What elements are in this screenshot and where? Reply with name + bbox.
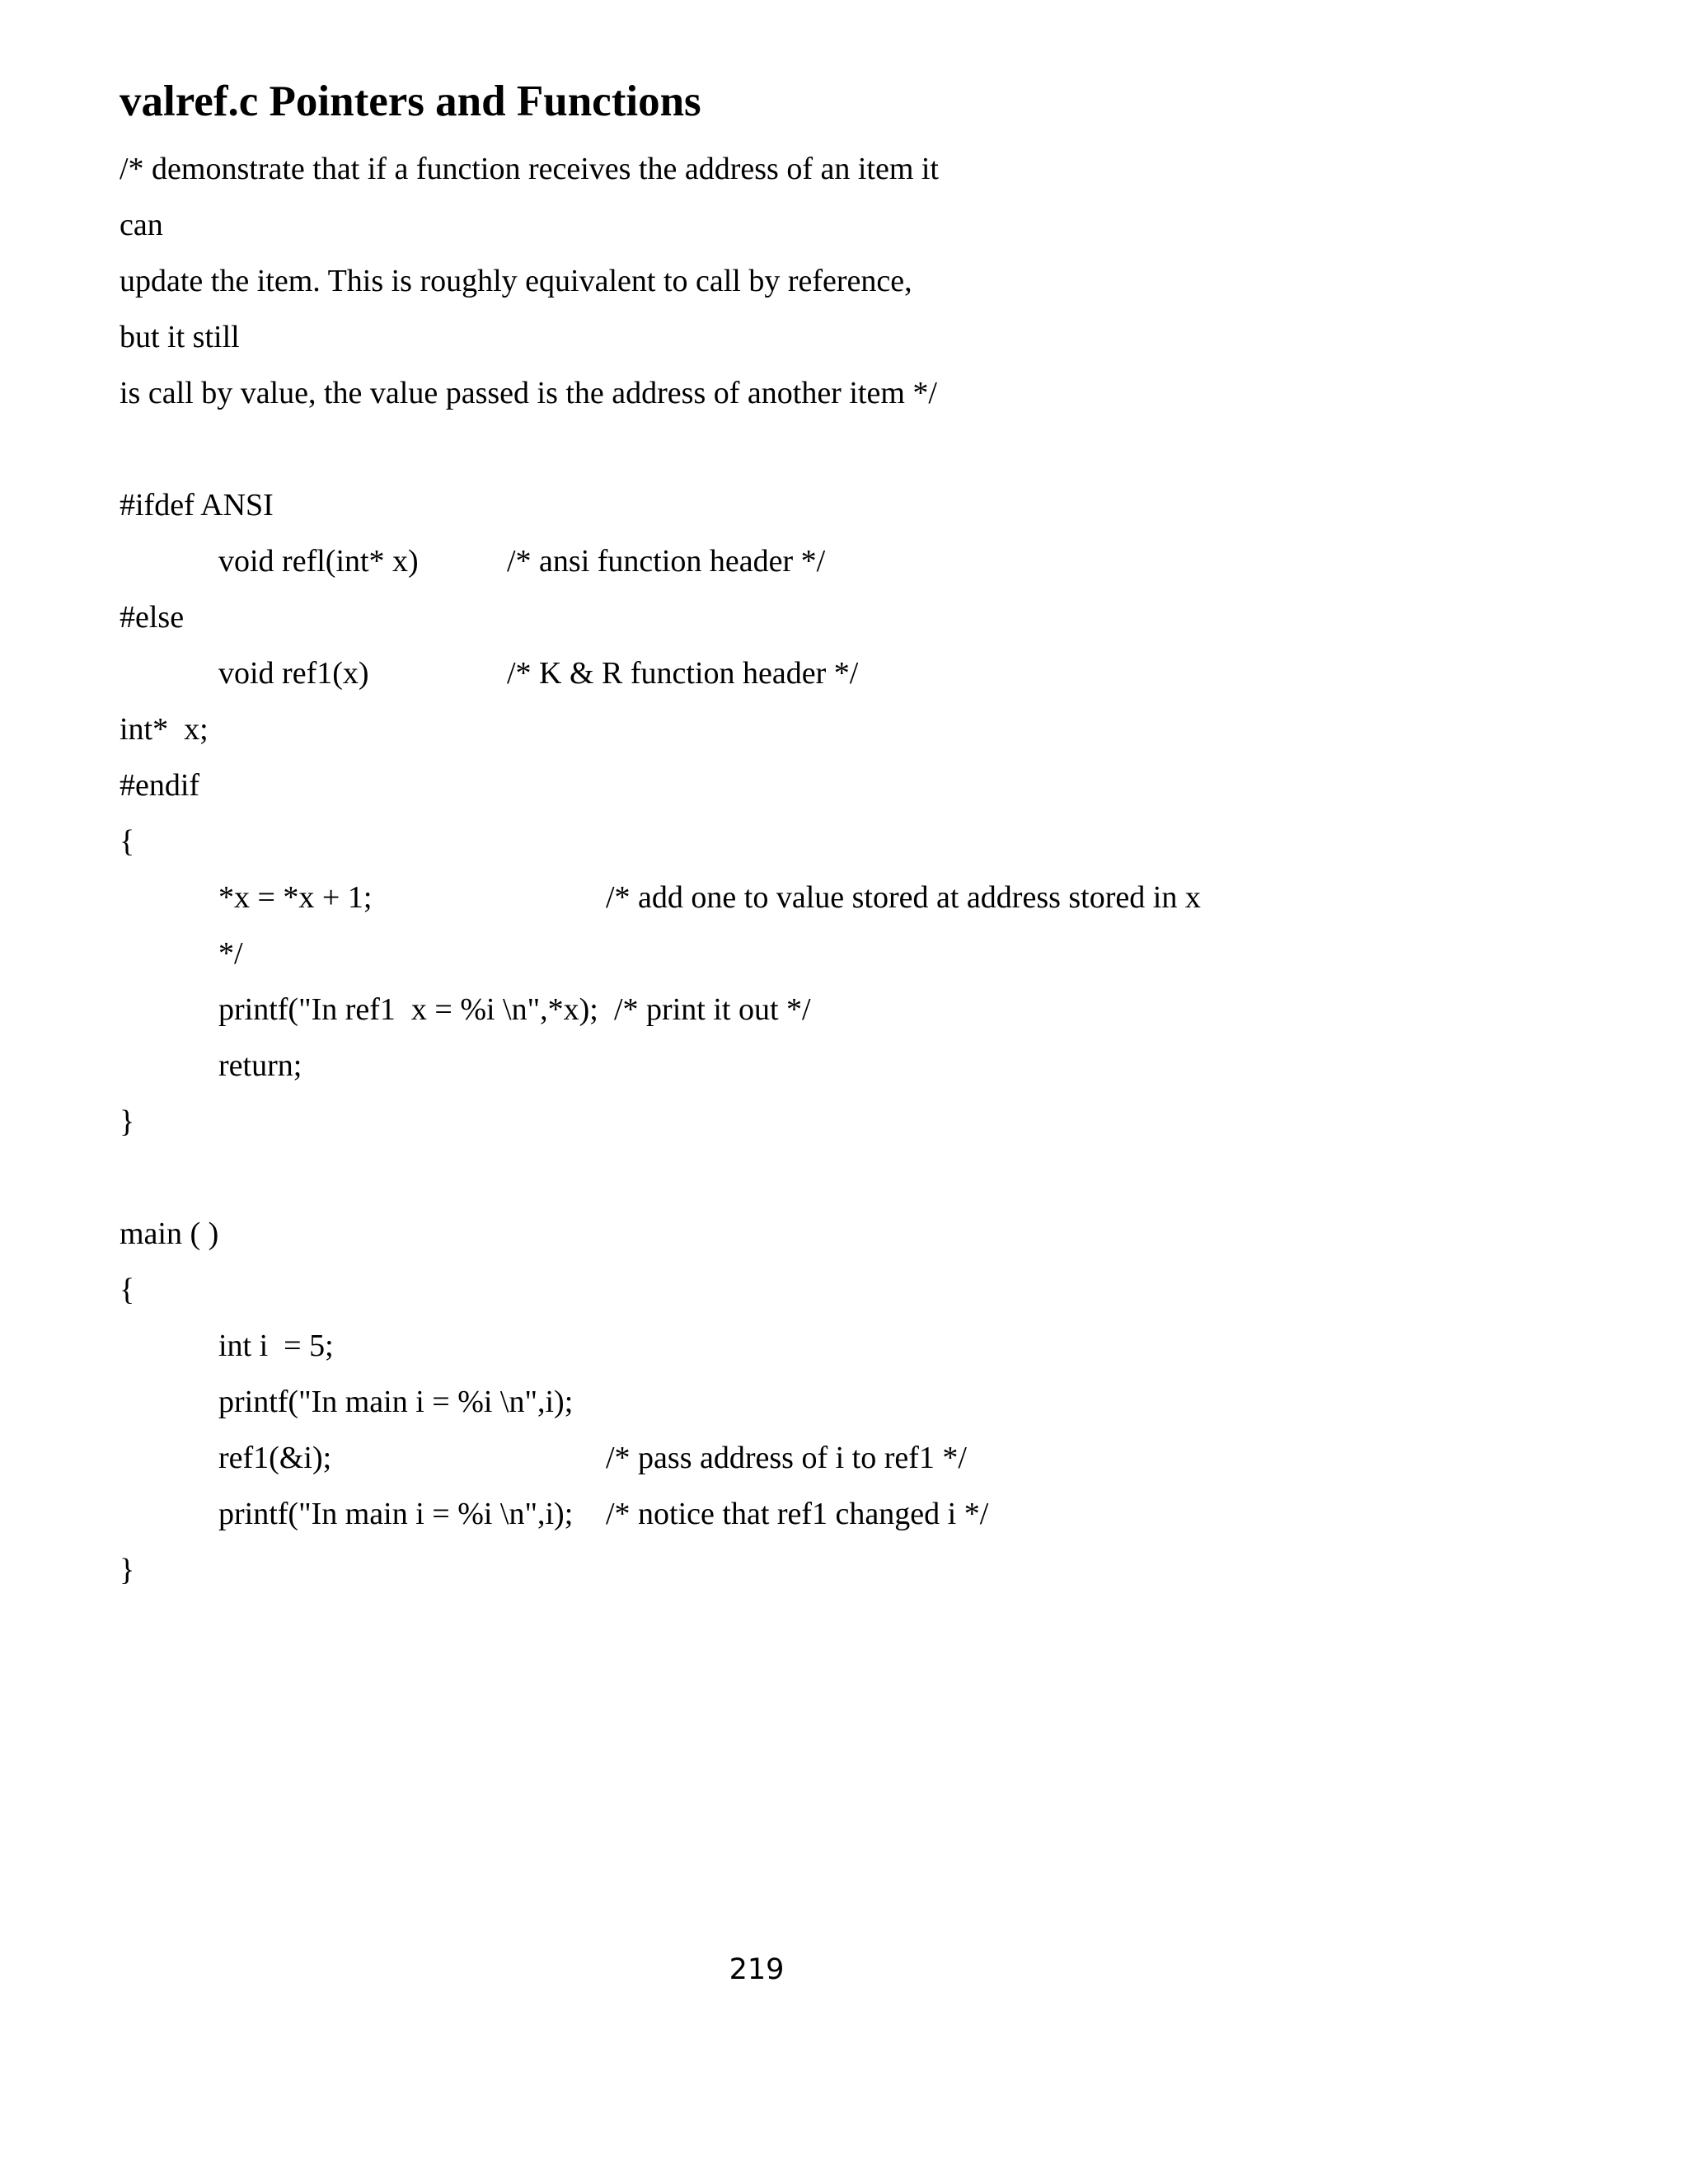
else-directive: #else [120, 600, 185, 635]
return-statement: return; [218, 1048, 302, 1083]
ansi-function-header: void refl(int* x) [218, 544, 419, 579]
ref1-close-brace: } [120, 1104, 135, 1139]
int-declaration: int i = 5; [218, 1329, 334, 1363]
kr-header-comment: /* K & R function header */ [507, 656, 859, 691]
ansi-header-comment: /* ansi function header */ [507, 544, 826, 579]
increment-comment-end: */ [218, 936, 243, 971]
increment-statement: *x = *x + 1; [218, 880, 373, 915]
main-open-brace: { [120, 1272, 135, 1307]
ifdef-directive: #ifdef ANSI [120, 488, 274, 523]
intro-comment-line-4: but it still [120, 320, 240, 354]
call-ref1-comment: /* pass address of i to ref1 */ [606, 1441, 967, 1475]
main-printf-comment-2: /* notice that ref1 changed i */ [606, 1497, 989, 1531]
call-ref1-statement: ref1(&i); [218, 1441, 332, 1475]
increment-comment: /* add one to value stored at address stored in x [606, 880, 1201, 915]
main-close-brace: } [120, 1553, 135, 1587]
endif-directive: #endif [120, 768, 200, 803]
page-number: 219 [729, 1953, 785, 1986]
main-printf-statement-1: printf("In main i = %i \n",i); [218, 1385, 574, 1419]
intro-comment-line-2: can [120, 208, 163, 242]
ref1-open-brace: { [120, 824, 135, 859]
intro-comment-line-3: update the item. This is roughly equivalent to call by reference, [120, 264, 912, 298]
ref1-printf-statement: printf("In ref1 x = %i \n",*x); [218, 992, 598, 1027]
parameter-declaration: int* x; [120, 712, 209, 747]
ref1-printf-comment: /* print it out */ [614, 992, 811, 1027]
main-printf-statement-2: printf("In main i = %i \n",i); [218, 1497, 574, 1531]
intro-comment-line-5: is call by value, the value passed is the address of another item */ [120, 376, 937, 410]
intro-comment-line-1: /* demonstrate that if a function receives the address of an item it [120, 152, 939, 186]
main-function-header: main ( ) [120, 1216, 219, 1251]
kr-function-header: void ref1(x) [218, 656, 369, 691]
page-title: valref.c Pointers and Functions [120, 77, 701, 125]
